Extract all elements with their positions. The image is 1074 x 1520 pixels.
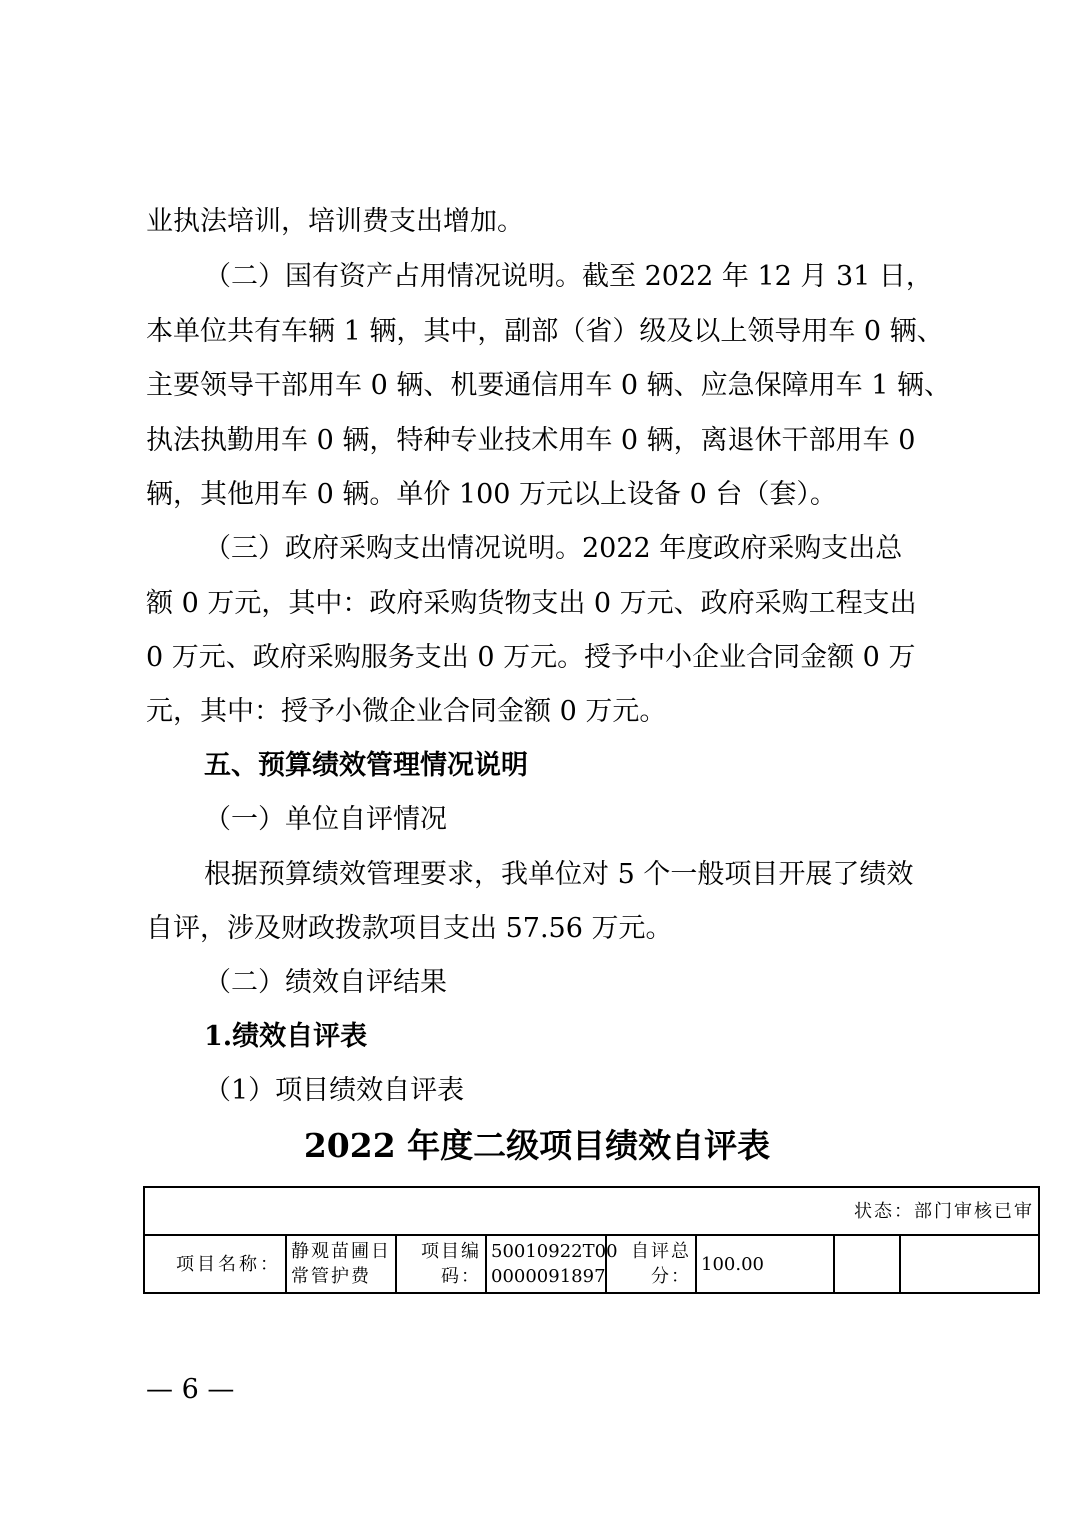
- project-name-value: 静观苗圃日 常管护费: [286, 1235, 396, 1293]
- table-title: 2022 年度二级项目绩效自评表: [303, 1126, 771, 1165]
- total-score-label: 自评总 分：: [606, 1235, 696, 1293]
- paragraph-line: 元，其中：授予小微企业合同金额 0 万元。: [146, 696, 667, 727]
- page-number: — 6 —: [146, 1374, 235, 1405]
- project-name-label: 项目名称：: [144, 1235, 286, 1293]
- section-heading: 五、预算绩效管理情况说明: [204, 750, 528, 781]
- empty-cell: [834, 1235, 900, 1293]
- paragraph-line: 0 万元、政府采购服务支出 0 万元。授予中小企业合同金额 0 万: [146, 642, 916, 673]
- status-row: [144, 1187, 1039, 1235]
- status-cell: 状态：部门审核已审: [144, 1187, 1039, 1235]
- item-heading: 1.绩效自评表: [204, 1021, 368, 1052]
- paragraph-line: 本单位共有车辆 1 辆，其中，副部（省）级及以上领导用车 0 辆、: [146, 316, 944, 347]
- paragraph-line: 执法执勤用车 0 辆，特种专业技术用车 0 辆，离退休干部用车 0: [146, 425, 916, 456]
- project-code-label: 项目编 码：: [396, 1235, 486, 1293]
- paragraph-line: （二）国有资产占用情况说明。截至 2022 年 12 月 31 日，: [204, 261, 933, 292]
- paragraph-line: （三）政府采购支出情况说明。2022 年度政府采购支出总: [204, 533, 903, 564]
- paragraph-line: 根据预算绩效管理要求，我单位对 5 个一般项目开展了绩效: [204, 859, 914, 890]
- paragraph-line: 主要领导干部用车 0 辆、机要通信用车 0 辆、应急保障用车 1 辆、: [146, 370, 952, 401]
- paragraph-line: 自评，涉及财政拨款项目支出 57.56 万元。: [146, 913, 673, 944]
- subsection-heading: （二）绩效自评结果: [204, 967, 447, 998]
- self-evaluation-table: [143, 1186, 1040, 1294]
- table-row: [144, 1235, 1039, 1293]
- empty-cell: [900, 1235, 1039, 1293]
- subsection-heading: （一）单位自评情况: [204, 804, 447, 835]
- item-subheading: （1）项目绩效自评表: [204, 1075, 465, 1106]
- project-code-value: 50010922T00 0000091897: [486, 1235, 606, 1293]
- paragraph-line: 业执法培训，培训费支出增加。: [146, 206, 524, 237]
- total-score-value: 100.00: [696, 1235, 834, 1293]
- paragraph-line: 额 0 万元，其中：政府采购货物支出 0 万元、政府采购工程支出: [146, 588, 917, 619]
- paragraph-line: 辆，其他用车 0 辆。单价 100 万元以上设备 0 台（套）。: [146, 479, 837, 510]
